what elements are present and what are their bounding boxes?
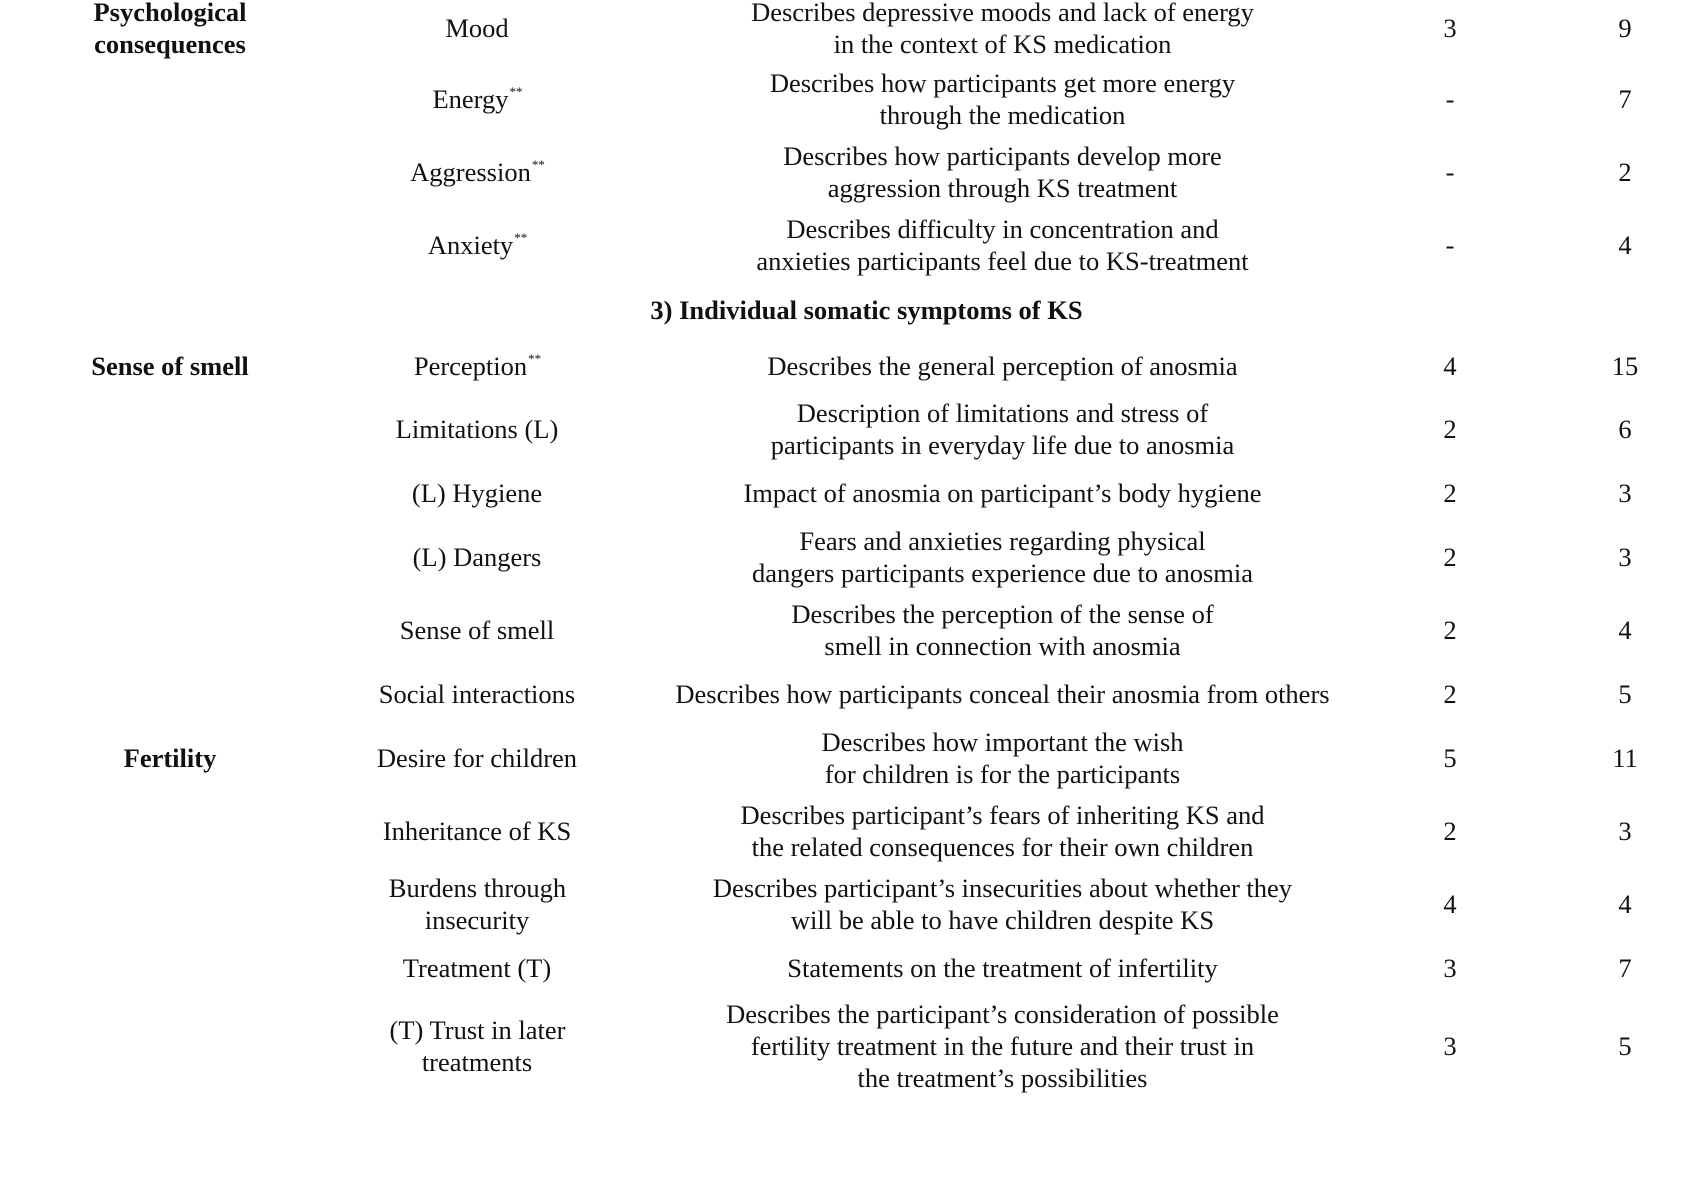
count-cell-1: 2 xyxy=(1443,414,1457,444)
table-row xyxy=(0,950,1703,986)
table-row xyxy=(0,397,1703,461)
category-cell xyxy=(30,213,310,277)
table-row xyxy=(0,348,1703,384)
category-cell: Sense of smell xyxy=(91,351,249,381)
count-cell-2: 11 xyxy=(1612,743,1638,773)
subcategory-cell: Perception** xyxy=(413,351,542,381)
count-cell-2: 3 xyxy=(1618,542,1632,572)
table-row xyxy=(0,598,1703,662)
category-cell xyxy=(30,676,310,712)
count-cell-2: 4 xyxy=(1618,230,1632,260)
category-cell: Psychological consequences xyxy=(93,0,247,59)
subcategory-cell: (T) Trust in later treatments xyxy=(389,1015,566,1077)
count-cell-2: 3 xyxy=(1618,478,1632,508)
description-cell: Describes how participants conceal their anosmia from others xyxy=(675,679,1330,709)
count-cell-1: 2 xyxy=(1443,478,1457,508)
description-cell: Describes the participant’s consideration of possible fertility treatment in the future and their trust in the treatment’s possibilities xyxy=(726,999,1279,1093)
description-cell: Describes the general perception of anosmia xyxy=(767,351,1238,381)
count-cell-1: 2 xyxy=(1443,542,1457,572)
subcategory-cell: Energy** xyxy=(432,84,523,114)
description-cell: Describes the perception of the sense of smell in connection with anosmia xyxy=(791,599,1214,661)
category-cell xyxy=(30,998,310,1094)
count-cell-1: 3 xyxy=(1443,953,1457,983)
count-cell-1: - xyxy=(1445,84,1455,114)
section-header-row xyxy=(0,293,1703,327)
subcategory-cell: Treatment (T) xyxy=(402,953,552,983)
footnote-marker: ** xyxy=(528,351,542,366)
count-cell-1: 2 xyxy=(1443,679,1457,709)
category-cell xyxy=(30,140,310,204)
count-cell-2: 2 xyxy=(1618,157,1632,187)
subcategory-cell: Desire for children xyxy=(376,743,578,773)
category-cell xyxy=(30,475,310,511)
description-cell: Describes how participants get more energy through the medication xyxy=(769,68,1236,130)
count-cell-2: 7 xyxy=(1618,953,1632,983)
table-row xyxy=(0,140,1703,204)
table-row xyxy=(0,676,1703,712)
category-cell xyxy=(30,525,310,589)
count-cell-2: 9 xyxy=(1618,13,1632,43)
count-cell-1: 5 xyxy=(1443,743,1457,773)
count-cell-1: 2 xyxy=(1443,615,1457,645)
count-cell-2: 3 xyxy=(1618,816,1632,846)
category-cell xyxy=(30,799,310,863)
subcategory-cell: Mood xyxy=(445,13,509,43)
subcategory-cell: Anxiety** xyxy=(427,230,528,260)
subcategory-cell: (L) Hygiene xyxy=(411,478,543,508)
category-cell: Fertility xyxy=(123,743,217,773)
count-cell-2: 5 xyxy=(1618,1031,1632,1061)
description-cell: Description of limitations and stress of participants in everyday life due to anosmia xyxy=(770,398,1235,460)
count-cell-1: 2 xyxy=(1443,816,1457,846)
table-row xyxy=(0,799,1703,863)
description-cell: Fears and anxieties regarding physical dangers participants experience due to anosmia xyxy=(751,526,1254,588)
count-cell-2: 6 xyxy=(1618,414,1632,444)
table-row xyxy=(0,525,1703,589)
table-row xyxy=(0,872,1703,936)
count-cell-2: 4 xyxy=(1618,615,1632,645)
description-cell: Statements on the treatment of infertility xyxy=(787,953,1218,983)
footnote-marker: ** xyxy=(509,84,523,99)
count-cell-1: - xyxy=(1445,157,1455,187)
table-row xyxy=(0,998,1703,1094)
table-row xyxy=(0,67,1703,131)
table-row xyxy=(0,726,1703,790)
description-cell: Impact of anosmia on participant’s body hygiene xyxy=(743,478,1262,508)
count-cell-1: 4 xyxy=(1443,889,1457,919)
category-cell xyxy=(30,950,310,986)
count-cell-2: 7 xyxy=(1618,84,1632,114)
count-cell-2: 15 xyxy=(1611,351,1639,381)
description-cell: Describes participant’s fears of inheriting KS and the related consequences for their own children xyxy=(740,800,1265,862)
category-cell xyxy=(30,397,310,461)
count-cell-1: 3 xyxy=(1443,13,1457,43)
count-cell-1: - xyxy=(1445,230,1455,260)
footnote-marker: ** xyxy=(514,230,528,245)
footnote-marker: ** xyxy=(531,157,545,172)
count-cell-2: 5 xyxy=(1618,679,1632,709)
table-row xyxy=(0,475,1703,511)
category-cell xyxy=(30,598,310,662)
section-title: 3) Individual somatic symptoms of KS xyxy=(650,295,1083,325)
count-cell-1: 3 xyxy=(1443,1031,1457,1061)
count-cell-1: 4 xyxy=(1443,351,1457,381)
table-row xyxy=(0,0,1703,59)
subcategory-cell: Inheritance of KS xyxy=(382,816,572,846)
subcategory-cell: (L) Dangers xyxy=(412,542,542,572)
category-cell xyxy=(30,67,310,131)
description-cell: Describes how participants develop more aggression through KS treatment xyxy=(783,141,1222,203)
table-row xyxy=(0,213,1703,277)
description-cell: Describes how important the wish for children is for the participants xyxy=(821,727,1184,789)
count-cell-2: 4 xyxy=(1618,889,1632,919)
subcategory-cell: Limitations (L) xyxy=(395,414,559,444)
description-cell: Describes difficulty in concentration and anxieties participants feel due to KS-treatment xyxy=(756,214,1249,276)
category-cell xyxy=(30,872,310,936)
description-cell: Describes participant’s insecurities about whether they will be able to have children despite KS xyxy=(712,873,1293,935)
description-cell: Describes depressive moods and lack of energy in the context of KS medication xyxy=(751,0,1254,59)
subcategory-cell: Sense of smell xyxy=(399,615,555,645)
subcategory-cell: Aggression** xyxy=(410,157,545,187)
subcategory-cell: Burdens through insecurity xyxy=(388,873,567,935)
subcategory-cell: Social interactions xyxy=(378,679,576,709)
